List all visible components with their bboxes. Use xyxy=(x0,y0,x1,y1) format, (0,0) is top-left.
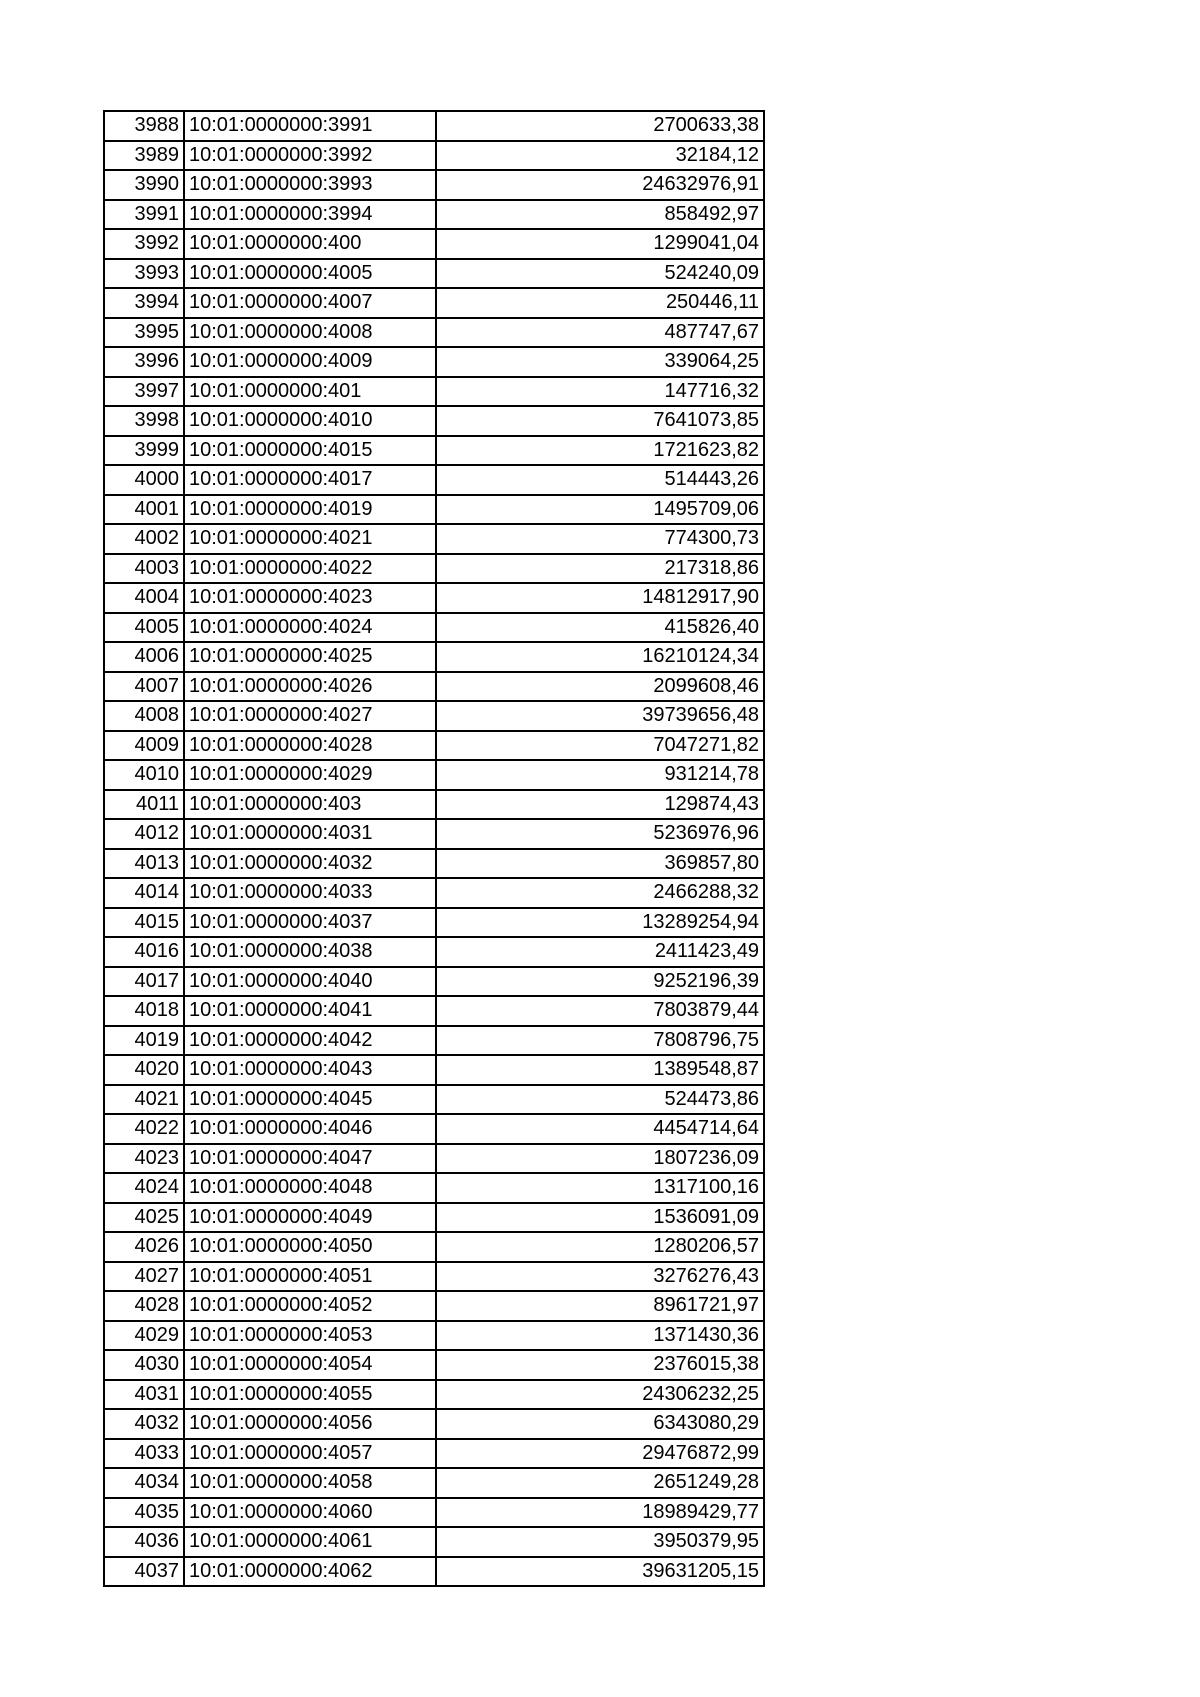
table-row xyxy=(104,554,764,584)
row-number-cell: 4014 xyxy=(104,878,184,908)
row-number-cell: 4000 xyxy=(104,465,184,495)
cadastral-number-cell: 10:01:0000000:4027 xyxy=(184,701,436,731)
table-row xyxy=(104,908,764,938)
value-cell: 6343080,29 xyxy=(436,1409,764,1439)
cadastral-number-cell: 10:01:0000000:4061 xyxy=(184,1527,436,1557)
cadastral-number-cell: 10:01:0000000:3994 xyxy=(184,200,436,230)
cadastral-number-cell: 10:01:0000000:4023 xyxy=(184,583,436,613)
row-number-cell: 4003 xyxy=(104,554,184,584)
table-row xyxy=(104,170,764,200)
table-row xyxy=(104,1498,764,1528)
value-cell: 147716,32 xyxy=(436,377,764,407)
cadastral-number-cell: 10:01:0000000:4025 xyxy=(184,642,436,672)
table-row xyxy=(104,1468,764,1498)
cadastral-number-cell: 10:01:0000000:3993 xyxy=(184,170,436,200)
row-number-cell: 4025 xyxy=(104,1203,184,1233)
table-row xyxy=(104,1085,764,1115)
cadastral-number-cell: 10:01:0000000:4047 xyxy=(184,1144,436,1174)
value-cell: 8961721,97 xyxy=(436,1291,764,1321)
row-number-cell: 3995 xyxy=(104,318,184,348)
cadastral-number-cell: 10:01:0000000:4026 xyxy=(184,672,436,702)
value-cell: 250446,11 xyxy=(436,288,764,318)
table-row xyxy=(104,1439,764,1469)
row-number-cell: 4023 xyxy=(104,1144,184,1174)
value-cell: 24632976,91 xyxy=(436,170,764,200)
table-row xyxy=(104,318,764,348)
cadastral-number-cell: 10:01:0000000:4046 xyxy=(184,1114,436,1144)
value-cell: 2099608,46 xyxy=(436,672,764,702)
table-row xyxy=(104,406,764,436)
row-number-cell: 4005 xyxy=(104,613,184,643)
row-number-cell: 4016 xyxy=(104,937,184,967)
cadastral-number-cell: 10:01:0000000:4051 xyxy=(184,1262,436,1292)
table-body xyxy=(104,111,764,1586)
cadastral-number-cell: 10:01:0000000:4053 xyxy=(184,1321,436,1351)
table-row xyxy=(104,1409,764,1439)
value-cell: 7803879,44 xyxy=(436,996,764,1026)
value-cell: 858492,97 xyxy=(436,200,764,230)
table-row xyxy=(104,1114,764,1144)
cadastral-number-cell: 10:01:0000000:403 xyxy=(184,790,436,820)
row-number-cell: 4034 xyxy=(104,1468,184,1498)
value-cell: 1371430,36 xyxy=(436,1321,764,1351)
table-row xyxy=(104,1055,764,1085)
row-number-cell: 4026 xyxy=(104,1232,184,1262)
row-number-cell: 4007 xyxy=(104,672,184,702)
cadastral-number-cell: 10:01:0000000:4028 xyxy=(184,731,436,761)
cadastral-number-cell: 10:01:0000000:4041 xyxy=(184,996,436,1026)
cadastral-number-cell: 10:01:0000000:4040 xyxy=(184,967,436,997)
row-number-cell: 3999 xyxy=(104,436,184,466)
table-row xyxy=(104,613,764,643)
table-row xyxy=(104,1232,764,1262)
row-number-cell: 4027 xyxy=(104,1262,184,1292)
table-row xyxy=(104,642,764,672)
row-number-cell: 4006 xyxy=(104,642,184,672)
table-row xyxy=(104,701,764,731)
cadastral-number-cell: 10:01:0000000:4062 xyxy=(184,1557,436,1587)
row-number-cell: 4017 xyxy=(104,967,184,997)
table-row xyxy=(104,377,764,407)
value-cell: 2651249,28 xyxy=(436,1468,764,1498)
row-number-cell: 3992 xyxy=(104,229,184,259)
value-cell: 39631205,15 xyxy=(436,1557,764,1587)
cadastral-number-cell: 10:01:0000000:4045 xyxy=(184,1085,436,1115)
value-cell: 2466288,32 xyxy=(436,878,764,908)
value-cell: 1807236,09 xyxy=(436,1144,764,1174)
table-row xyxy=(104,583,764,613)
value-cell: 487747,67 xyxy=(436,318,764,348)
row-number-cell: 4011 xyxy=(104,790,184,820)
row-number-cell: 4024 xyxy=(104,1173,184,1203)
cadastral-number-cell: 10:01:0000000:4033 xyxy=(184,878,436,908)
table-row xyxy=(104,819,764,849)
value-cell: 339064,25 xyxy=(436,347,764,377)
row-number-cell: 4009 xyxy=(104,731,184,761)
value-cell: 1495709,06 xyxy=(436,495,764,525)
table-row xyxy=(104,1321,764,1351)
table-row xyxy=(104,1350,764,1380)
value-cell: 1721623,82 xyxy=(436,436,764,466)
cadastral-number-cell: 10:01:0000000:4024 xyxy=(184,613,436,643)
cadastral-number-cell: 10:01:0000000:401 xyxy=(184,377,436,407)
table-row xyxy=(104,141,764,171)
row-number-cell: 4036 xyxy=(104,1527,184,1557)
value-cell: 774300,73 xyxy=(436,524,764,554)
cadastral-number-cell: 10:01:0000000:4008 xyxy=(184,318,436,348)
row-number-cell: 4031 xyxy=(104,1380,184,1410)
row-number-cell: 3994 xyxy=(104,288,184,318)
table-row xyxy=(104,524,764,554)
table-row xyxy=(104,1527,764,1557)
row-number-cell: 3996 xyxy=(104,347,184,377)
value-cell: 1536091,09 xyxy=(436,1203,764,1233)
table-row xyxy=(104,760,764,790)
row-number-cell: 4019 xyxy=(104,1026,184,1056)
value-cell: 7047271,82 xyxy=(436,731,764,761)
value-cell: 129874,43 xyxy=(436,790,764,820)
table-row xyxy=(104,1173,764,1203)
table-row xyxy=(104,731,764,761)
value-cell: 2700633,38 xyxy=(436,111,764,141)
value-cell: 1317100,16 xyxy=(436,1173,764,1203)
cadastral-number-cell: 10:01:0000000:4048 xyxy=(184,1173,436,1203)
table-row xyxy=(104,967,764,997)
cadastral-number-cell: 10:01:0000000:4043 xyxy=(184,1055,436,1085)
row-number-cell: 4029 xyxy=(104,1321,184,1351)
value-cell: 16210124,34 xyxy=(436,642,764,672)
row-number-cell: 3991 xyxy=(104,200,184,230)
value-cell: 4454714,64 xyxy=(436,1114,764,1144)
cadastral-number-cell: 10:01:0000000:4032 xyxy=(184,849,436,879)
value-cell: 217318,86 xyxy=(436,554,764,584)
row-number-cell: 4030 xyxy=(104,1350,184,1380)
table-row xyxy=(104,436,764,466)
cadastral-number-cell: 10:01:0000000:4005 xyxy=(184,259,436,289)
cadastral-number-cell: 10:01:0000000:3992 xyxy=(184,141,436,171)
row-number-cell: 4032 xyxy=(104,1409,184,1439)
cadastral-number-cell: 10:01:0000000:4017 xyxy=(184,465,436,495)
cadastral-number-cell: 10:01:0000000:4054 xyxy=(184,1350,436,1380)
table-row xyxy=(104,1203,764,1233)
value-cell: 524240,09 xyxy=(436,259,764,289)
table-row xyxy=(104,1026,764,1056)
row-number-cell: 4001 xyxy=(104,495,184,525)
value-cell: 514443,26 xyxy=(436,465,764,495)
cadastral-number-cell: 10:01:0000000:4019 xyxy=(184,495,436,525)
row-number-cell: 4013 xyxy=(104,849,184,879)
value-cell: 1389548,87 xyxy=(436,1055,764,1085)
table-row xyxy=(104,996,764,1026)
value-cell: 3276276,43 xyxy=(436,1262,764,1292)
value-cell: 29476872,99 xyxy=(436,1439,764,1469)
cadastral-number-cell: 10:01:0000000:4058 xyxy=(184,1468,436,1498)
value-cell: 9252196,39 xyxy=(436,967,764,997)
value-cell: 931214,78 xyxy=(436,760,764,790)
table-row xyxy=(104,229,764,259)
value-cell: 1280206,57 xyxy=(436,1232,764,1262)
cadastral-number-cell: 10:01:0000000:400 xyxy=(184,229,436,259)
cadastral-number-cell: 10:01:0000000:4007 xyxy=(184,288,436,318)
row-number-cell: 4028 xyxy=(104,1291,184,1321)
table-row xyxy=(104,1291,764,1321)
cadastral-number-cell: 10:01:0000000:3991 xyxy=(184,111,436,141)
value-cell: 2376015,38 xyxy=(436,1350,764,1380)
table-row xyxy=(104,288,764,318)
table-row xyxy=(104,1557,764,1587)
table-row xyxy=(104,878,764,908)
row-number-cell: 4012 xyxy=(104,819,184,849)
row-number-cell: 4015 xyxy=(104,908,184,938)
row-number-cell: 3990 xyxy=(104,170,184,200)
cadastral-number-cell: 10:01:0000000:4055 xyxy=(184,1380,436,1410)
table-row xyxy=(104,347,764,377)
value-cell: 32184,12 xyxy=(436,141,764,171)
row-number-cell: 4004 xyxy=(104,583,184,613)
row-number-cell: 4008 xyxy=(104,701,184,731)
table-row xyxy=(104,1144,764,1174)
value-cell: 24306232,25 xyxy=(436,1380,764,1410)
value-cell: 3950379,95 xyxy=(436,1527,764,1557)
row-number-cell: 4022 xyxy=(104,1114,184,1144)
cadastral-value-table xyxy=(103,110,765,1587)
cadastral-number-cell: 10:01:0000000:4052 xyxy=(184,1291,436,1321)
cadastral-number-cell: 10:01:0000000:4037 xyxy=(184,908,436,938)
table-row xyxy=(104,465,764,495)
cadastral-number-cell: 10:01:0000000:4038 xyxy=(184,937,436,967)
row-number-cell: 4010 xyxy=(104,760,184,790)
row-number-cell: 3993 xyxy=(104,259,184,289)
cadastral-number-cell: 10:01:0000000:4056 xyxy=(184,1409,436,1439)
table-row xyxy=(104,111,764,141)
row-number-cell: 3997 xyxy=(104,377,184,407)
row-number-cell: 4037 xyxy=(104,1557,184,1587)
row-number-cell: 4021 xyxy=(104,1085,184,1115)
row-number-cell: 3989 xyxy=(104,141,184,171)
row-number-cell: 4035 xyxy=(104,1498,184,1528)
cadastral-number-cell: 10:01:0000000:4057 xyxy=(184,1439,436,1469)
cadastral-number-cell: 10:01:0000000:4050 xyxy=(184,1232,436,1262)
table-row xyxy=(104,937,764,967)
value-cell: 1299041,04 xyxy=(436,229,764,259)
value-cell: 14812917,90 xyxy=(436,583,764,613)
value-cell: 524473,86 xyxy=(436,1085,764,1115)
table-row xyxy=(104,495,764,525)
value-cell: 39739656,48 xyxy=(436,701,764,731)
cadastral-number-cell: 10:01:0000000:4029 xyxy=(184,760,436,790)
table-row xyxy=(104,672,764,702)
table-row xyxy=(104,1262,764,1292)
value-cell: 7641073,85 xyxy=(436,406,764,436)
cadastral-number-cell: 10:01:0000000:4010 xyxy=(184,406,436,436)
cadastral-number-cell: 10:01:0000000:4009 xyxy=(184,347,436,377)
row-number-cell: 4018 xyxy=(104,996,184,1026)
table-row xyxy=(104,200,764,230)
table-row xyxy=(104,259,764,289)
table-row xyxy=(104,790,764,820)
table-row xyxy=(104,1380,764,1410)
value-cell: 7808796,75 xyxy=(436,1026,764,1056)
cadastral-number-cell: 10:01:0000000:4022 xyxy=(184,554,436,584)
value-cell: 415826,40 xyxy=(436,613,764,643)
row-number-cell: 3988 xyxy=(104,111,184,141)
cadastral-number-cell: 10:01:0000000:4042 xyxy=(184,1026,436,1056)
cadastral-number-cell: 10:01:0000000:4021 xyxy=(184,524,436,554)
value-cell: 2411423,49 xyxy=(436,937,764,967)
cadastral-number-cell: 10:01:0000000:4060 xyxy=(184,1498,436,1528)
value-cell: 13289254,94 xyxy=(436,908,764,938)
row-number-cell: 3998 xyxy=(104,406,184,436)
table-row xyxy=(104,849,764,879)
value-cell: 5236976,96 xyxy=(436,819,764,849)
cadastral-number-cell: 10:01:0000000:4031 xyxy=(184,819,436,849)
value-cell: 18989429,77 xyxy=(436,1498,764,1528)
cadastral-number-cell: 10:01:0000000:4049 xyxy=(184,1203,436,1233)
value-cell: 369857,80 xyxy=(436,849,764,879)
cadastral-number-cell: 10:01:0000000:4015 xyxy=(184,436,436,466)
row-number-cell: 4002 xyxy=(104,524,184,554)
row-number-cell: 4020 xyxy=(104,1055,184,1085)
row-number-cell: 4033 xyxy=(104,1439,184,1469)
